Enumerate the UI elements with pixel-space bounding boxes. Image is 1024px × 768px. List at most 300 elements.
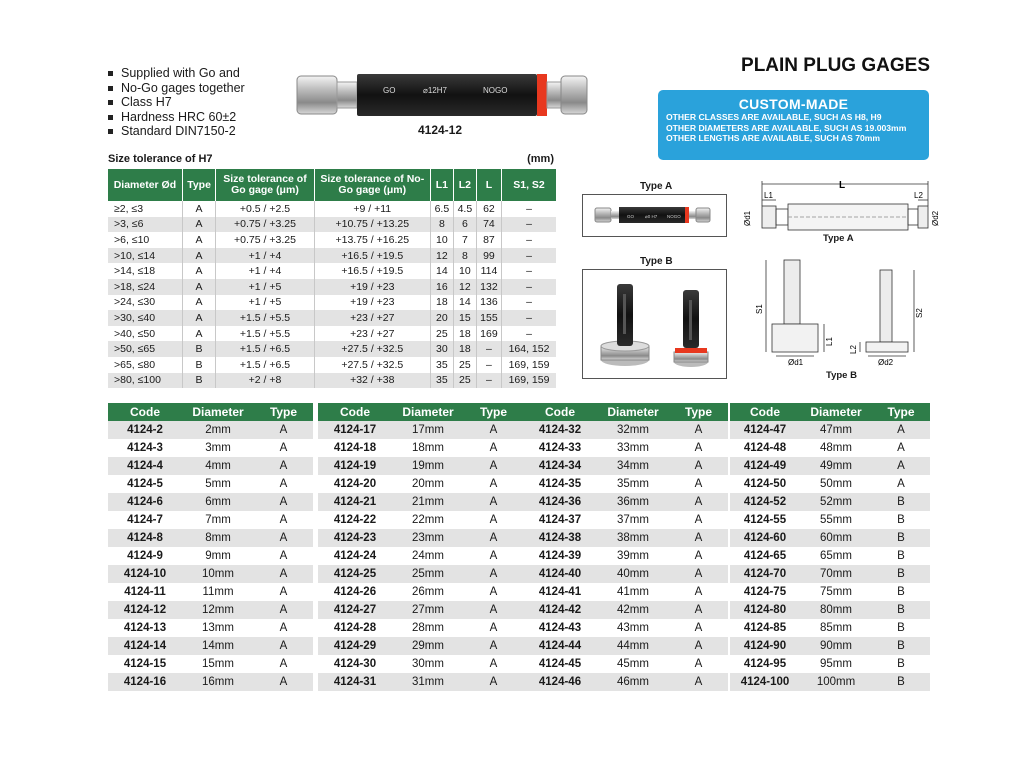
table-cell: +1 / +4 [216,263,314,279]
col-type: Type [872,403,930,421]
diameter-cell: 80mm [800,601,872,619]
code-cell: 4124-18 [318,439,392,457]
type-cell: B [872,529,930,547]
type-cell: A [464,493,523,511]
code-cell: 4124-2 [108,421,182,439]
col-code: Code [108,403,182,421]
code-cell: 4124-11 [108,583,182,601]
diameter-cell: 26mm [392,583,464,601]
table-cell: 14 [453,295,476,311]
diameter-cell: 3mm [182,439,254,457]
type-cell: A [669,655,728,673]
table-cell: – [476,373,501,389]
type-cell: A [254,637,313,655]
table-cell: 132 [476,279,501,295]
photo-nogo-mark: NOGO [667,214,681,219]
diameter-cell: 29mm [392,637,464,655]
tol-header-cell: L2 [453,169,476,201]
type-cell: A [464,439,523,457]
type-cell: B [872,673,930,691]
code-cell: 4124-10 [108,565,182,583]
diameter-cell: 42mm [597,601,669,619]
table-cell: – [502,295,557,311]
table-cell: A [182,232,215,248]
table-cell: 62 [476,201,501,217]
diameter-cell: 22mm [392,511,464,529]
table-cell: 25 [430,326,453,342]
nogo-mark: NOGO [483,86,508,95]
table-row [730,475,930,493]
diameter-cell: 32mm [597,421,669,439]
dim-l2: L2 [914,191,923,200]
code-cell: 4124-29 [318,637,392,655]
table-cell: 18 [430,295,453,311]
table-cell: +32 / +38 [314,373,430,389]
feature-item: Supplied with Go and [108,66,245,81]
table-cell: 18 [453,341,476,357]
table-cell: 16 [430,279,453,295]
diameter-cell: 49mm [800,457,872,475]
diameter-cell: 15mm [182,655,254,673]
diameter-cell: 100mm [800,673,872,691]
diameter-cell: 70mm [800,565,872,583]
code-table-4 [730,403,930,691]
table-cell: 35 [430,373,453,389]
table-row [730,601,930,619]
dim-b-l1: L1 [825,337,834,346]
col-diameter: Diameter [182,403,254,421]
type-cell: A [254,529,313,547]
table-row [108,457,313,475]
code-cell: 4124-95 [730,655,800,673]
table-row [318,655,523,673]
table-row [108,547,313,565]
table-row [523,673,728,691]
table-row [108,310,556,326]
code-cell: 4124-31 [318,673,392,691]
col-type: Type [254,403,313,421]
type-cell: A [669,619,728,637]
table-row [108,232,556,248]
code-cell: 4124-90 [730,637,800,655]
code-table-header [108,403,313,421]
code-cell: 4124-15 [108,655,182,673]
type-cell: A [872,475,930,493]
code-cell: 4124-45 [523,655,597,673]
table-cell: +27.5 / +32.5 [314,341,430,357]
table-cell: +19 / +23 [314,295,430,311]
table-cell: 12 [453,279,476,295]
table-cell: 4.5 [453,201,476,217]
code-cell: 4124-48 [730,439,800,457]
table-row [318,637,523,655]
tol-header-cell: Size tolerance of Go gage (μm) [216,169,314,201]
table-row [523,619,728,637]
table-row [108,295,556,311]
table-row [730,421,930,439]
table-row [318,421,523,439]
diameter-cell: 28mm [392,619,464,637]
feature-item: Standard DIN7150-2 [108,124,245,139]
table-row [730,511,930,529]
table-cell: +23 / +27 [314,326,430,342]
table-cell: 114 [476,263,501,279]
type-a-photo-label: Type A [640,181,673,192]
code-cell: 4124-3 [108,439,182,457]
type-cell: A [464,457,523,475]
code-cell: 4124-16 [108,673,182,691]
diameter-cell: 90mm [800,637,872,655]
tol-header-cell: S1, S2 [502,169,557,201]
diameter-cell: 95mm [800,655,872,673]
type-cell: B [872,583,930,601]
table-row [730,673,930,691]
type-cell: A [254,421,313,439]
diameter-cell: 8mm [182,529,254,547]
dim-s2: S2 [915,308,924,318]
table-row [523,655,728,673]
dim-d1: Ød1 [743,210,752,226]
type-cell: A [464,565,523,583]
diameter-cell: 2mm [182,421,254,439]
code-table-3 [523,403,728,691]
code-cell: 4124-26 [318,583,392,601]
code-cell: 4124-33 [523,439,597,457]
code-table-header [730,403,930,421]
type-a-diagram-label: Type A [823,233,854,244]
table-row [108,637,313,655]
type-cell: A [464,601,523,619]
table-row [108,475,313,493]
table-row [318,619,523,637]
table-cell: 7 [453,232,476,248]
table-row [108,601,313,619]
type-b-diagram-label: Type B [826,370,857,381]
table-cell: >14, ≤18 [108,263,182,279]
feature-item: Class H7 [108,95,245,110]
table-cell: 6 [453,217,476,233]
table-cell: >6, ≤10 [108,232,182,248]
diameter-cell: 52mm [800,493,872,511]
table-row [108,511,313,529]
table-row [523,565,728,583]
table-cell: 15 [453,310,476,326]
diameter-cell: 20mm [392,475,464,493]
table-cell: – [502,279,557,295]
table-row [108,279,556,295]
type-cell: A [254,565,313,583]
type-cell: A [669,547,728,565]
diameter-cell: 35mm [597,475,669,493]
col-diameter: Diameter [392,403,464,421]
code-cell: 4124-46 [523,673,597,691]
table-row [108,439,313,457]
code-cell: 4124-7 [108,511,182,529]
table-cell: +13.75 / +16.25 [314,232,430,248]
table-cell: 35 [430,357,453,373]
diameter-cell: 6mm [182,493,254,511]
type-cell: A [254,439,313,457]
table-cell: 6.5 [430,201,453,217]
type-cell: A [669,565,728,583]
table-row [108,493,313,511]
diameter-cell: 36mm [597,493,669,511]
type-cell: B [872,601,930,619]
table-cell: 8 [430,217,453,233]
table-cell: >18, ≤24 [108,279,182,295]
type-cell: A [254,475,313,493]
type-cell: B [872,547,930,565]
table-cell: 25 [453,357,476,373]
code-cell: 4124-49 [730,457,800,475]
diameter-cell: 25mm [392,565,464,583]
table-cell: – [502,310,557,326]
diameter-cell: 48mm [800,439,872,457]
code-cell: 4124-37 [523,511,597,529]
diameter-cell: 44mm [597,637,669,655]
diameter-cell: 85mm [800,619,872,637]
table-cell: A [182,310,215,326]
tol-header-cell: L [476,169,501,201]
table-row [730,637,930,655]
code-cell: 4124-36 [523,493,597,511]
table-cell: >10, ≤14 [108,248,182,264]
table-cell: +0.75 / +3.25 [216,217,314,233]
code-cell: 4124-55 [730,511,800,529]
table-row [523,457,728,475]
diameter-cell: 5mm [182,475,254,493]
type-cell: A [464,475,523,493]
table-cell: A [182,263,215,279]
feature-item: No-Go gages together [108,81,245,96]
table-cell: B [182,357,215,373]
diameter-cell: 16mm [182,673,254,691]
go-mark: GO [383,86,396,95]
table-row [108,263,556,279]
table-cell: 74 [476,217,501,233]
col-code: Code [523,403,597,421]
table-row [108,357,556,373]
page-title: PLAIN PLUG GAGES [741,55,930,76]
type-cell: A [669,583,728,601]
table-row [523,439,728,457]
diameter-cell: 50mm [800,475,872,493]
table-cell: +10.75 / +13.25 [314,217,430,233]
table-row [730,529,930,547]
table-cell: 10 [430,232,453,248]
table-cell: – [502,263,557,279]
code-cell: 4124-43 [523,619,597,637]
table-row [108,673,313,691]
table-row [108,326,556,342]
dim-l: L [839,180,846,191]
tol-header-cell: Type [182,169,215,201]
tolerance-unit: (mm) [527,153,554,165]
code-cell: 4124-13 [108,619,182,637]
diameter-cell: 21mm [392,493,464,511]
diameter-cell: 37mm [597,511,669,529]
table-row [318,565,523,583]
table-cell: >65, ≤80 [108,357,182,373]
table-row [523,529,728,547]
code-cell: 4124-39 [523,547,597,565]
table-cell: – [502,232,557,248]
table-cell: +1 / +4 [216,248,314,264]
type-cell: A [464,583,523,601]
table-cell: +2 / +8 [216,373,314,389]
diameter-cell: 45mm [597,655,669,673]
dim-b-d1: Ød1 [788,358,804,367]
type-cell: B [872,493,930,511]
type-cell: B [872,565,930,583]
table-row [108,341,556,357]
table-row [730,619,930,637]
diameter-cell: 7mm [182,511,254,529]
diameter-cell: 40mm [597,565,669,583]
table-row [108,529,313,547]
code-cell: 4124-52 [730,493,800,511]
custom-made-box [658,90,929,160]
table-cell: A [182,248,215,264]
type-cell: A [464,529,523,547]
table-cell: 10 [453,263,476,279]
diameter-cell: 33mm [597,439,669,457]
custom-made-title: CUSTOM-MADE [738,96,849,112]
code-table-header [523,403,728,421]
diameter-cell: 41mm [597,583,669,601]
diameter-cell: 9mm [182,547,254,565]
type-cell: B [872,511,930,529]
table-row [108,655,313,673]
table-cell: +0.75 / +3.25 [216,232,314,248]
type-cell: A [254,547,313,565]
code-cell: 4124-75 [730,583,800,601]
code-table-1 [108,403,313,691]
table-row [318,439,523,457]
code-cell: 4124-22 [318,511,392,529]
table-cell: – [476,357,501,373]
type-cell: B [872,655,930,673]
table-row [523,493,728,511]
table-cell: 99 [476,248,501,264]
table-cell: 169, 159 [502,357,557,373]
code-cell: 4124-35 [523,475,597,493]
dim-b-l2: L2 [849,345,858,354]
table-row [318,601,523,619]
type-a-photo [582,194,727,237]
diameter-cell: 47mm [800,421,872,439]
diameter-cell: 14mm [182,637,254,655]
table-cell: +0.5 / +2.5 [216,201,314,217]
table-cell: +16.5 / +19.5 [314,263,430,279]
table-row [730,439,930,457]
type-b-photo-label: Type B [640,256,673,267]
diameter-cell: 60mm [800,529,872,547]
table-row [523,547,728,565]
type-cell: A [464,673,523,691]
type-cell: A [464,511,523,529]
table-row [108,373,556,389]
type-cell: A [254,493,313,511]
table-cell: +1 / +5 [216,279,314,295]
table-cell: 155 [476,310,501,326]
table-row [523,475,728,493]
type-cell: A [464,619,523,637]
code-cell: 4124-30 [318,655,392,673]
table-cell: – [476,341,501,357]
code-cell: 4124-20 [318,475,392,493]
code-cell: 4124-42 [523,601,597,619]
col-type: Type [464,403,523,421]
table-row [730,457,930,475]
table-cell: +1.5 / +5.5 [216,326,314,342]
table-row [318,511,523,529]
type-cell: A [464,637,523,655]
type-cell: A [669,421,728,439]
type-b-photo [582,269,727,379]
col-code: Code [730,403,800,421]
table-cell: 30 [430,341,453,357]
type-cell: A [254,457,313,475]
gauge-code-label: 4124-12 [417,123,463,137]
table-cell: >40, ≤50 [108,326,182,342]
tol-header-cell: Size tolerance of No-Go gage (μm) [314,169,430,201]
code-cell: 4124-5 [108,475,182,493]
table-cell: +9 / +11 [314,201,430,217]
tolerance-table [108,169,556,388]
code-table-2 [318,403,523,691]
table-cell: +16.5 / +19.5 [314,248,430,264]
custom-line: OTHER LENGTHS ARE AVAILABLE, SUCH AS 70mm [666,133,881,143]
table-cell: 25 [453,373,476,389]
type-cell: A [669,475,728,493]
diameter-cell: 43mm [597,619,669,637]
table-cell: A [182,217,215,233]
table-row [523,601,728,619]
type-cell: A [669,529,728,547]
table-cell: +1 / +5 [216,295,314,311]
dim-b-d2: Ød2 [878,358,894,367]
tolerance-caption [108,153,556,165]
type-cell: A [464,421,523,439]
size-mark: ⌀12H7 [423,86,447,95]
type-cell: A [872,457,930,475]
table-cell: +1.5 / +6.5 [216,357,314,373]
code-cell: 4124-41 [523,583,597,601]
type-cell: A [669,493,728,511]
dim-s1: S1 [755,304,764,314]
dim-d2: Ød2 [931,210,940,226]
table-row [523,511,728,529]
table-cell: A [182,279,215,295]
type-cell: B [872,637,930,655]
type-cell: A [254,673,313,691]
col-diameter: Diameter [597,403,669,421]
diameter-cell: 30mm [392,655,464,673]
table-cell: 136 [476,295,501,311]
table-cell: >3, ≤6 [108,217,182,233]
table-cell: 8 [453,248,476,264]
table-cell: 14 [430,263,453,279]
code-cell: 4124-70 [730,565,800,583]
table-row [108,583,313,601]
code-cell: 4124-32 [523,421,597,439]
code-cell: 4124-9 [108,547,182,565]
table-row [523,637,728,655]
type-cell: A [669,511,728,529]
table-row [730,583,930,601]
table-row [318,457,523,475]
